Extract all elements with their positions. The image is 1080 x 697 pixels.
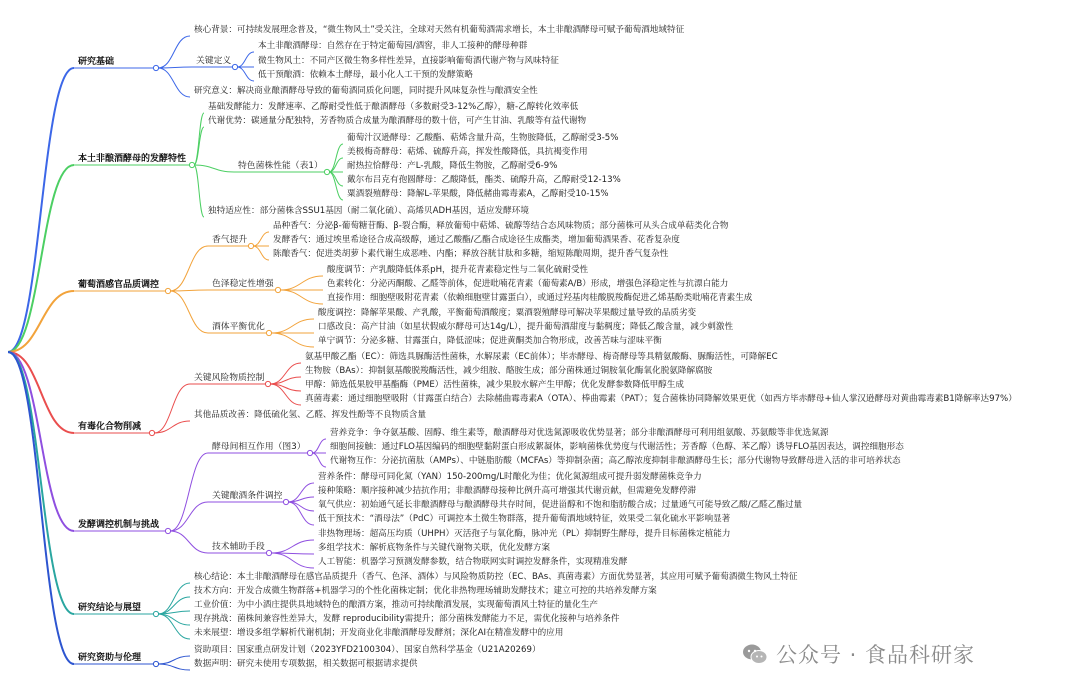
connector-n5_0 bbox=[158, 583, 190, 614]
node-industrial-value[interactable]: 工业价值：为中小酒庄提供具地域特色的酿酒方案，推动可持续酿酒发展，实现葡萄酒风土特征的量化生产 bbox=[194, 600, 598, 610]
connector-n2_2_0 bbox=[271, 319, 314, 333]
connector-n1_3 bbox=[194, 165, 204, 217]
leaf-condition-3[interactable]: 氧气供应：初始通气延长非酿酒酵母与酿酒酵母共存时间，促进甾醇和不饱和脂肪酸合成；过量通气可能导致乙酸/乙醛乙酯过量 bbox=[318, 500, 803, 510]
connector-n2_1_2 bbox=[280, 290, 323, 304]
connector-n0_2 bbox=[158, 68, 190, 97]
leaf-interaction-3[interactable]: 代谢物互作：分泌抗菌肽（AMPs）、中链脂肪酸（MCFAs）等抑制杂菌；高乙醇浓度抑制非酿酒酵母生长；部分代谢物导致酵母进入活的非可培养状态 bbox=[330, 456, 901, 466]
leaf-color-2[interactable]: 色素转化：分泌丙酮酸、乙醛等前体，促进吡喃花青素（葡萄素A/B）形成，增强色泽稳定性与抗漂白能力 bbox=[327, 279, 729, 289]
node-unique-adaptability[interactable]: 独特适应性：部分菌株含SSU1基因（耐二氧化硫）、高烯贝ADH基因，适应发酵环境 bbox=[208, 206, 529, 216]
branch-title-research-basis[interactable]: 研究基础 bbox=[78, 57, 115, 67]
branch-title-sensory-quality[interactable]: 葡萄酒感官品质调控 bbox=[78, 280, 160, 290]
connector-n5_4 bbox=[158, 614, 190, 639]
leaf-body-1[interactable]: 酸度调控：降解苹果酸、产乳酸，平衡葡萄酒酸度；粟酒裂殖酵母可解决苹果酸过量导致的品质劣变 bbox=[318, 308, 697, 318]
leaf-risk-1[interactable]: 氨基甲酸乙酯（EC）：筛选具脲酶活性菌株，水解尿素（EC前体）；毕赤酵母、梅奇酵母等具精氨酸酶、脲酶活性，可降解EC bbox=[305, 352, 778, 362]
connector-n0_1_2 bbox=[237, 67, 254, 81]
leaf-strain-5[interactable]: 粟酒裂殖酵母：降解L-苹果酸，降低赭曲霉毒素A，乙醇耐受10-15% bbox=[347, 189, 609, 199]
leaf-aroma-3[interactable]: 陈酿香气：促进类胡萝卜素代谢生成恶唑、内酯；释放谷胱甘肽和多糖，缩短陈酿周期，提升香气复杂性 bbox=[273, 249, 669, 259]
leaf-strain-1[interactable]: 葡萄汁汉逊酵母：乙酸酯、萜烯含量升高，生物胺降低，乙醇耐受3-5% bbox=[347, 133, 619, 143]
connector-n1_2_4 bbox=[329, 172, 343, 200]
knob-n1_2 bbox=[324, 169, 329, 174]
connector-n4_2_0 bbox=[271, 540, 314, 553]
leaf-risk-2[interactable]: 生物胺（BAs）：抑制氨基酸脱羧酶活性，减少组胺、酪胺生成；部分菌株通过铜胺氧化酶氧化脱氨降解腐胺 bbox=[305, 366, 713, 376]
connector-n3_0 bbox=[154, 384, 190, 433]
leaf-strain-3[interactable]: 耐热拉恰酵母：产L-乳酸，降低生物胺，乙醇耐受6-9% bbox=[347, 161, 558, 171]
node-tech-direction[interactable]: 技术方向：开发合成微生物群落+机器学习的个性化菌株定制；优化非热物理场辅助发酵技术；建立可控的共培养发酵方案 bbox=[194, 586, 657, 596]
branch-knob-4 bbox=[165, 528, 170, 533]
branch-title-toxin-reduction[interactable]: 有毒化合物削减 bbox=[78, 422, 142, 432]
leaf-aroma-1[interactable]: 品种香气：分泌β-葡萄糖苷酶、β-裂合酶，释放葡萄中萜烯、硫醇等结合态风味物质；部分菌株可从头合成单萜类化合物 bbox=[273, 221, 729, 231]
node-funding[interactable]: 资助项目：国家重点研发计划（2023YFD2100304）、国家自然科学基金（U21A20269） bbox=[194, 645, 541, 655]
node-yeast-interaction[interactable]: 酵母间相互作用（图3） bbox=[212, 442, 306, 452]
branch-title-funding-ethics[interactable]: 研究资助与伦理 bbox=[78, 653, 142, 663]
branch-knob-6 bbox=[153, 661, 158, 666]
leaf-aroma-2[interactable]: 发酵香气：通过埃里希途径合成高级醇，通过乙酸酯/乙酯合成途径生成酯类，增加葡萄酒果香、花香复杂度 bbox=[273, 235, 680, 245]
connector-n1_2_0 bbox=[329, 144, 343, 172]
connector-n4_2 bbox=[170, 531, 208, 553]
node-other-quality[interactable]: 其他品质改善：降低硫化氢、乙醛、挥发性酚等不良物质含量 bbox=[194, 410, 427, 420]
leaf-color-1[interactable]: 酸度调节：产乳酸降低体系pH，提升花青素稳定性与二氧化硫耐受性 bbox=[327, 265, 589, 275]
node-strain-performance[interactable]: 特色菌株性能（表1） bbox=[238, 161, 323, 171]
leaf-interaction-2[interactable]: 细胞间接触：通过FLO基因编码的细胞壁黏附蛋白形成絮凝体，影响菌株优势度与代谢活性；芳香醇（色醇、苯乙醇）诱导FLO基因表达，调控细胞形态 bbox=[330, 442, 904, 452]
leaf-body-3[interactable]: 单宁调节：分泌多糖、甘露蛋白，降低涩味；促进黄酮类加合物形成，改善苦味与涩味平衡 bbox=[318, 336, 662, 346]
connector-n1_2 bbox=[194, 165, 234, 172]
connector-n5_3 bbox=[158, 614, 190, 625]
watermark-text: 公众号 · 食品科研家 bbox=[776, 643, 976, 667]
leaf-definition-2[interactable]: 微生物风土：不同产区微生物多样性差异，直接影响葡萄酒代谢产物与风味特征 bbox=[258, 56, 559, 66]
leaf-body-2[interactable]: 口感改良：高产甘油（如星状假威尔酵母可达14g/L），提升葡萄酒甜度与黏稠度；降低乙酸含量，减少刺激性 bbox=[318, 322, 734, 332]
leaf-color-3[interactable]: 直接作用：细胞壁吸附花青素（依赖细胞壁甘露蛋白），或通过羟基肉桂酸脱羧酶促进乙烯基酚类吡喃花青素生成 bbox=[327, 293, 753, 303]
connector-n2_2_2 bbox=[271, 333, 314, 347]
branch-knob-0 bbox=[153, 65, 158, 70]
leaf-interaction-1[interactable]: 营养竞争：争夺氨基酸、固醇、维生素等，酿酒酵母对优选氮源吸收优势显著；部分非酿酒酵母可利用组氨酸、苏氨酸等非优选氮源 bbox=[330, 428, 829, 438]
root-connector-0 bbox=[8, 68, 74, 352]
branch-title-conclusions-outlook[interactable]: 研究结论与展望 bbox=[78, 603, 142, 613]
node-data-statement[interactable]: 数据声明：研究未使用专项数据，相关数据可根据请求提供 bbox=[194, 659, 418, 669]
connector-n2_2 bbox=[170, 291, 208, 333]
connector-n1_1 bbox=[194, 127, 204, 165]
connector-n4_1 bbox=[170, 502, 208, 531]
leaf-definition-1[interactable]: 本土非酿酒酵母：自然存在于特定葡萄园/酒窖，非人工接种的酵母种群 bbox=[258, 41, 528, 51]
knob-n2_0 bbox=[248, 243, 253, 248]
root-connector-6 bbox=[8, 352, 74, 664]
knob-n2_2 bbox=[266, 330, 271, 335]
node-core-background[interactable]: 核心背景：可持续发展理念普及，“微生物风土”受关注，全球对天然有机葡萄酒需求增长，本土非酿酒酵母可赋予葡萄酒地域特征 bbox=[194, 25, 685, 35]
leaf-strain-4[interactable]: 戴尔布吕克有孢圆酵母：乙酸降低，酯类、硫醇升高，乙醇耐受12-13% bbox=[347, 175, 621, 185]
node-basic-fermentation[interactable]: 基础发酵能力：发酵速率、乙醇耐受性低于酿酒酵母（多数耐受3-12%乙醇），糖-乙醇转化效率低 bbox=[208, 102, 579, 112]
connector-n0_1_0 bbox=[237, 52, 254, 67]
node-risk-control[interactable]: 关键风险物质控制 bbox=[194, 373, 265, 383]
node-key-definitions[interactable]: 关键定义 bbox=[196, 56, 232, 66]
leaf-definition-3[interactable]: 低干预酿酒：依赖本土酵母，最小化人工干预的发酵策略 bbox=[258, 70, 473, 80]
leaf-strain-2[interactable]: 美极梅奇酵母：萜烯、硫醇升高，挥发性酸降低，具抗褐变作用 bbox=[347, 147, 588, 157]
node-metabolic-advantage[interactable]: 代谢优势：碳通量分配独特，芳香物质合成量为酿酒酵母的数十倍，可产生甘油、乳酸等有益代谢物 bbox=[208, 116, 587, 126]
branch-knob-1 bbox=[189, 162, 194, 167]
knob-n2_1 bbox=[275, 287, 280, 292]
connector-n4_2_2 bbox=[271, 553, 314, 568]
leaf-tech-3[interactable]: 人工智能：机器学习预测发酵参数，结合物联网实时调控发酵条件，实现精准发酵 bbox=[318, 557, 628, 567]
leaf-condition-1[interactable]: 营养条件：酵母可同化氮（YAN）150-200mg/L时酿化为佳；优化氮源组成可提升弱发酵菌株竞争力 bbox=[318, 472, 702, 482]
leaf-risk-3[interactable]: 甲醇：筛选低果胶甲基酯酶（PME）活性菌株，减少果胶水解产生甲醇；优化发酵参数降低甲醇生成 bbox=[305, 380, 684, 390]
branch-knob-5 bbox=[153, 611, 158, 616]
knob-n0_1 bbox=[232, 64, 237, 69]
connector-n2_1 bbox=[170, 290, 208, 291]
leaf-tech-2[interactable]: 多组学技术：解析底物条件与关键代谢物关联，优化发酵方案 bbox=[318, 543, 551, 553]
node-current-challenges[interactable]: 现存挑战：菌株间兼容性差异大，发酵 reproducibility需提升；部分菌株发酵能力不足，需优化接种与培养条件 bbox=[194, 614, 620, 624]
leaf-tech-1[interactable]: 非热物理场：超高压均质（UHPH）灭活孢子与氧化酶，脉冲光（PL）抑制野生酵母，提升目标菌株定植能力 bbox=[318, 529, 731, 539]
connector-n1_2_3 bbox=[329, 172, 343, 186]
knob-n4_1 bbox=[283, 499, 288, 504]
leaf-condition-2[interactable]: 接种策略：顺序接种减少拮抗作用；非酿酒酵母接种比例升高可增强其代谢贡献，但需避免发酵停滞 bbox=[318, 486, 697, 496]
connector-n6_0 bbox=[158, 656, 190, 664]
connector-n6_1 bbox=[158, 664, 190, 670]
leaf-risk-4[interactable]: 真菌毒素：通过细胞壁吸附（甘露蛋白结合）去除赭曲霉毒素A（OTA）、棒曲霉素（PAT）；复合菌株协同降解效果更优（如西方毕赤酵母+仙人掌汉逊酵母对黄曲霉毒素B1降解率达97%） bbox=[305, 394, 1017, 404]
connector-n1_2_1 bbox=[329, 158, 343, 172]
connector-n4_1_3 bbox=[288, 502, 314, 525]
knob-n4_0 bbox=[307, 450, 312, 455]
branch-knob-3 bbox=[149, 430, 154, 435]
node-color-stability[interactable]: 色泽稳定性增强 bbox=[212, 279, 274, 289]
node-body-balance[interactable]: 酒体平衡优化 bbox=[212, 322, 265, 332]
watermark bbox=[742, 634, 1072, 674]
knob-n3_0 bbox=[265, 381, 270, 386]
connector-n4_0_2 bbox=[312, 453, 326, 467]
connector-n2_0_0 bbox=[253, 232, 269, 246]
node-tech-assist[interactable]: 技术辅助手段 bbox=[212, 542, 265, 552]
connector-n0_0 bbox=[158, 36, 190, 68]
node-research-significance[interactable]: 研究意义：解决商业酿酒酵母导致的葡萄酒同质化问题，同时提升风味复杂性与酿酒安全性 bbox=[194, 86, 538, 96]
knob-n4_2 bbox=[266, 550, 271, 555]
branch-knob-2 bbox=[165, 288, 170, 293]
branch-title-fermentation-traits[interactable]: 本土非酿酒酵母的发酵特性 bbox=[78, 154, 187, 164]
leaf-condition-4[interactable]: 低干预技术：“酒母法”（PdC）可调控本土微生物群落，提升葡萄酒地域特征，效果受二氧化硫水平影响显著 bbox=[318, 514, 731, 524]
node-aroma[interactable]: 香气提升 bbox=[212, 235, 248, 245]
node-core-conclusion[interactable]: 核心结论：本土非酿酒酵母在感官品质提升（香气、色泽、酒体）与风险物质防控（EC、BAs、真菌毒素）方面优势显著，其应用可赋予葡萄酒微生物风土特征 bbox=[194, 572, 798, 582]
root-connector-1 bbox=[8, 165, 74, 352]
connector-n4_0_0 bbox=[312, 439, 326, 453]
connector-n2_0_2 bbox=[253, 246, 269, 260]
node-winemaking-conditions[interactable]: 关键酿酒条件调控 bbox=[212, 491, 283, 501]
connector-n2_1_0 bbox=[280, 276, 323, 290]
branch-title-regulation-challenges[interactable]: 发酵调控机制与挑战 bbox=[78, 520, 160, 530]
connector-n2_0 bbox=[170, 246, 208, 291]
wechat-icon bbox=[742, 643, 768, 665]
connector-n4_0 bbox=[170, 453, 208, 531]
node-future-outlook[interactable]: 未来展望：增设多组学解析代谢机制；开发商业化非酿酒酵母发酵剂；深化AI在精准发酵中的应用 bbox=[194, 628, 564, 638]
connector-n1_0 bbox=[194, 113, 204, 165]
